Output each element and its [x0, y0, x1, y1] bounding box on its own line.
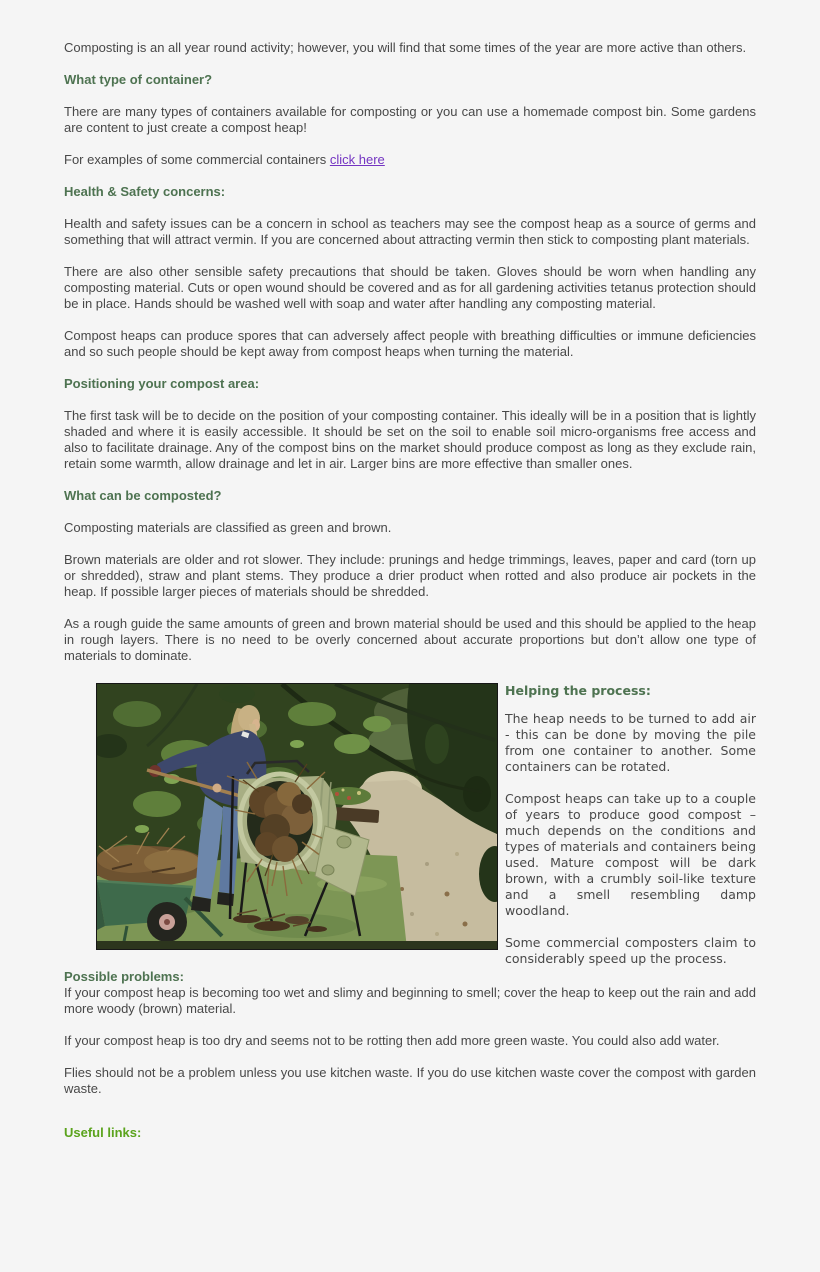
heading-what-composted: What can be composted? [64, 488, 222, 503]
heading-helping-process: Helping the process: [505, 683, 651, 698]
problems-paragraph-1: If your compost heap is becoming too wet and slimy and beginning to smell; cover the heap to keep out the rain and add more woody (brown) material. [64, 985, 756, 1016]
heading-positioning: Positioning your compost area: [64, 376, 260, 391]
health-paragraph-1: Health and safety issues can be a concern in school as teachers may see the compost heap as a source of germs and something that will attract vermin. If you are concerned about attracting vermin then stick to composting plant materials. [64, 216, 756, 247]
composted-paragraph-3: As a rough guide the same amounts of green and brown material should be used and this should be applied to the heap in rough layers. There is no need to be overly concerned about accurate proportions but don’t allow one type of materials to dominate. [64, 616, 756, 663]
compost-photo-illustration [97, 684, 497, 949]
heading-container-type: What type of container? [64, 72, 213, 87]
container-link-prefix: For examples of some commercial containers [64, 152, 330, 167]
health-paragraph-2: There are also other sensible safety precautions that should be taken. Gloves should be worn when handling any composting material. Cuts or open wound should be covered and as for all gardening activities tetanus protection should be in place. Hands should be washed well with soap and water after handling any composting material. [64, 264, 756, 311]
helping-paragraph-1: The heap needs to be turned to add air - this can be done by moving the pile from one container to another. Some containers can be rotated. [505, 711, 756, 774]
problems-paragraph-2: If your compost heap is too dry and seems not to be rotting then add more green waste. You could also add water. [64, 1033, 720, 1048]
container-link-paragraph [64, 152, 756, 168]
intro-paragraph: Composting is an all year round activity; however, you will find that some times of the year are more active than others. [64, 40, 747, 55]
helping-paragraph-3: Some commercial composters claim to considerably speed up the process. [505, 935, 756, 966]
helping-paragraph-2: Compost heaps can take up to a couple of years to produce good compost – much depends on the conditions and types of materials and containers being used. Mature compost will be dark brown, with a crumbly soil-like texture and a smell resembling damp woodland. [505, 791, 756, 918]
compost-photo [96, 683, 498, 950]
problems-paragraph-3: Flies should not be a problem unless you use kitchen waste. If you do use kitchen waste cover the compost with garden waste. [64, 1065, 756, 1096]
composted-paragraph-1: Composting materials are classified as green and brown. [64, 520, 392, 535]
heading-health-safety: Health & Safety concerns: [64, 184, 226, 199]
photo-bottom-shadow [97, 941, 497, 949]
composted-paragraph-2: Brown materials are older and rot slower. They include: prunings and hedge trimmings, leaves, paper and card (torn up or shredded), straw and plant stems. They produce a drier product when rotted and also produce air pockets in the heap. If possible larger pieces of materials should be shredded. [64, 552, 756, 599]
health-paragraph-3: Compost heaps can produce spores that can adversely affect people with breathing difficulties or immune deficiencies and so such people should be kept away from compost heaps when turning the material. [64, 328, 756, 359]
container-paragraph: There are many types of containers available for composting or you can use a homemade compost bin. Some gardens are content to just create a compost heap! [64, 104, 756, 135]
click-here-link[interactable]: click here [329, 152, 385, 167]
helping-sidebar [505, 683, 756, 967]
positioning-paragraph: The first task will be to decide on the position of your composting container. This ideally will be in a position that is lightly shaded and where it is easily accessible. It should be set on the soil to enable soil micro-organisms free access and also to facilitate drainage. Any of the compost bins on the market should produce compost as long as they exclude rain, retain some warmth, allow drainage and let in air. Larger bins are more effective than smaller ones. [64, 408, 756, 471]
photo-and-sidebar-row [96, 683, 756, 967]
heading-possible-problems: Possible problems: [64, 969, 184, 984]
heading-useful-links: Useful links: [64, 1125, 142, 1140]
